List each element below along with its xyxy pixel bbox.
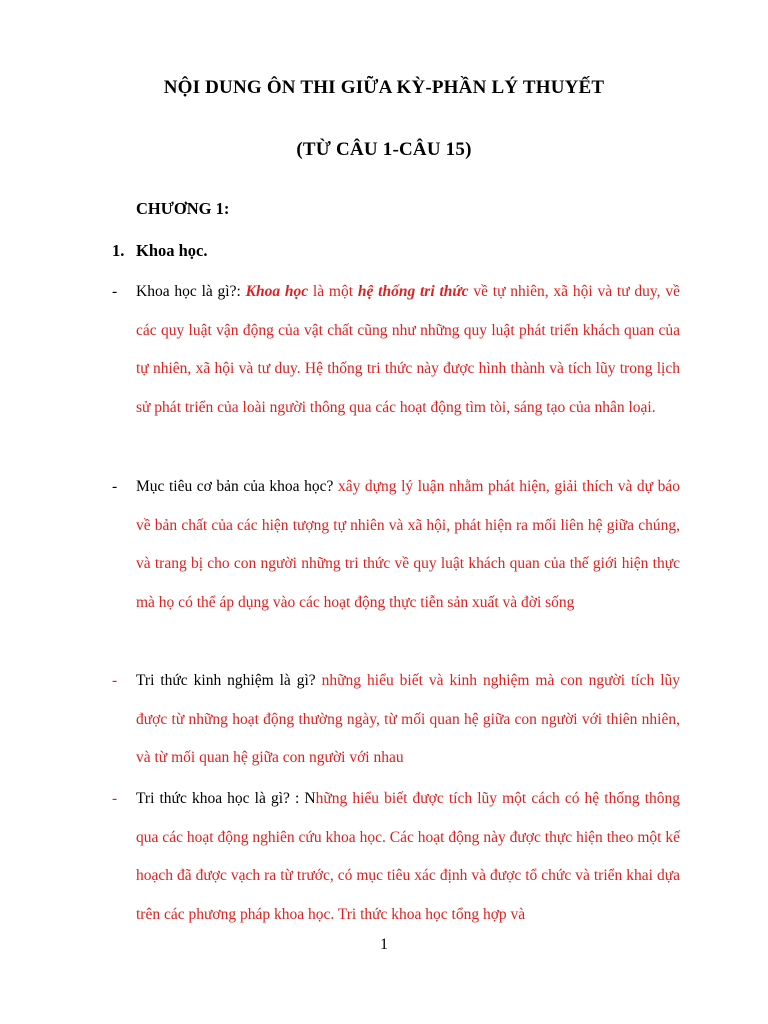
list-item-body <box>136 468 680 622</box>
answer-text: là một <box>308 283 358 300</box>
bullet-dash: - <box>112 283 118 300</box>
list-item-body <box>136 273 680 427</box>
section-number: 1. <box>112 241 125 260</box>
list-item <box>112 780 680 934</box>
answer-text: những hiểu biết và kinh nghiệm mà con người tích lũy được từ những hoạt động thường ngày, từ mối quan hệ giữa con người với thiên nhiên, và từ mối quan hệ giữa con người với nhau <box>136 672 681 767</box>
document-subtitle: (TỪ CÂU 1-CÂU 15) <box>296 139 472 160</box>
list-item <box>112 662 680 778</box>
list-item-body <box>136 780 680 934</box>
bullet-dash: - <box>112 478 118 495</box>
bullet-dash: - <box>112 672 118 689</box>
question-text: Tri thức khoa học là gì? : N <box>136 790 316 807</box>
section-heading <box>112 241 208 261</box>
question-text: Tri thức kinh nghiệm là gì? <box>136 672 322 689</box>
section-title: Khoa học. <box>136 241 208 260</box>
page-number: 1 <box>380 936 388 953</box>
answer-text: hững hiểu biết được tích lũy một cách có hệ thống thông qua các hoạt động nghiên cứu khoa học. Các hoạt động này được thực hiện theo một kế hoạch đã được vạch ra từ trước, có mục tiêu xác định và được tổ chức và triển khai dựa trên các phương pháp khoa học. Tri thức khoa học tổng hợp và <box>136 790 681 923</box>
document-title: NỘI DUNG ÔN THI GIỮA KỲ-PHẦN LÝ THUYẾT <box>163 77 605 98</box>
list-item <box>112 273 680 427</box>
list-item-body <box>136 662 680 778</box>
question-text: Mục tiêu cơ bản của khoa học? <box>136 478 338 495</box>
answer-text: về tự nhiên, xã hội và tư duy, về các quy luật vận động của vật chất cũng như những quy luật phát triển khách quan của tự nhiên, xã hội và tư duy. Hệ thống tri thức này được hình thành và tích lũy trong lịch sử phát triển của loài người thông qua các hoạt động tìm tòi, sáng tạo của nhân loại. <box>136 283 680 416</box>
answer-emphasis: Khoa học <box>245 283 309 300</box>
answer-text: xây dựng lý luận nhằm phát hiện, giải thích và dự báo về bản chất của các hiện tượng tự nhiên và xã hội, phát hiện ra mối liên hệ giữa chúng, và trang bị cho con người những tri thức về quy luật khách quan của thế giới hiện thực mà họ có thể áp dụng vào các hoạt động thực tiễn sản xuất và đời sống <box>136 478 680 611</box>
answer-emphasis: hệ thống tri thức <box>357 283 469 300</box>
list-item <box>112 468 680 622</box>
question-text: Khoa học là gì?: <box>136 283 246 300</box>
chapter-heading: CHƯƠNG 1: <box>136 199 230 218</box>
bullet-dash: - <box>112 790 118 807</box>
